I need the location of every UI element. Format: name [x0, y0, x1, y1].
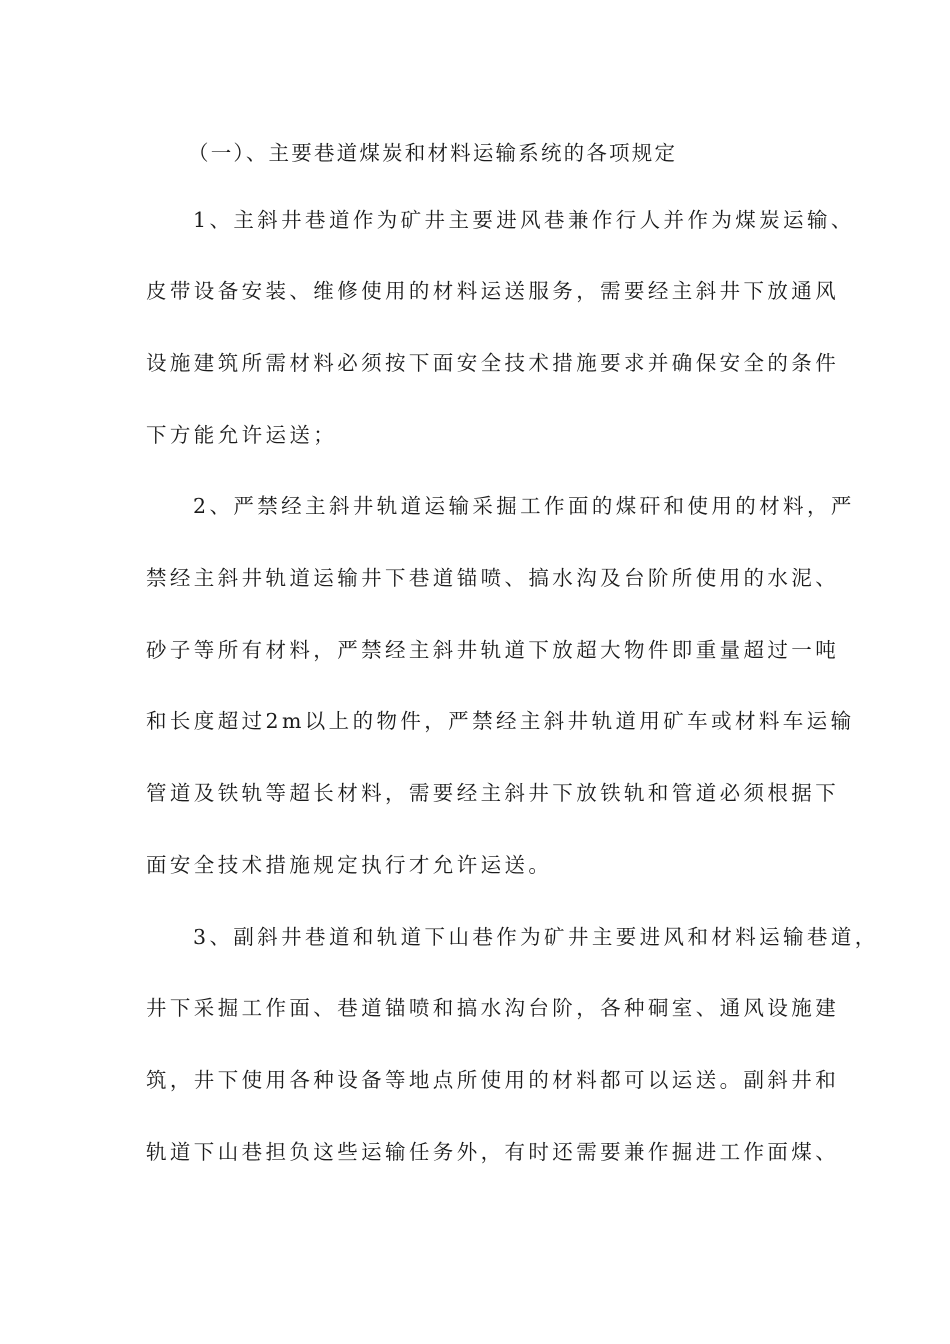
paragraph-line: 和长度超过2m以上的物件，严禁经主斜井轨道用矿车或材料车运输 [146, 709, 855, 733]
paragraph-line: 井下采掘工作面、巷道锚喷和搞水沟台阶，各种硐室、通风设施建 [146, 996, 840, 1020]
paragraph-line: 筑，井下使用各种设备等地点所使用的材料都可以运送。副斜井和 [146, 1068, 840, 1092]
paragraph-line: 2、严禁经主斜井轨道运输采掘工作面的煤矸和使用的材料，严 [193, 494, 855, 518]
paragraph-line: 管道及铁轨等超长材料，需要经主斜井下放铁轨和管道必须根据下 [146, 781, 840, 805]
paragraph-line: 砂子等所有材料，严禁经主斜井轨道下放超大物件即重量超过一吨 [146, 638, 840, 662]
paragraph-line: 1、主斜井巷道作为矿井主要进风巷兼作行人并作为煤炭运输、 [193, 208, 855, 232]
paragraph-line: 3、副斜井巷道和轨道下山巷作为矿井主要进风和材料运输巷道， [193, 925, 879, 949]
paragraph-line: 面安全技术措施规定执行才允许运送。 [146, 853, 553, 877]
paragraph-line: 轨道下山巷担负这些运输任务外，有时还需要兼作掘进工作面煤、 [146, 1140, 840, 1164]
paragraph-line: 设施建筑所需材料必须按下面安全技术措施要求并确保安全的条件 [146, 351, 840, 375]
paragraph-line: 禁经主斜井轨道运输井下巷道锚喷、搞水沟及台阶所使用的水泥、 [146, 566, 840, 590]
section-heading: （一）、主要巷道煤炭和材料运输系统的各项规定 [188, 141, 678, 165]
paragraph-line: 皮带设备安装、维修使用的材料运送服务，需要经主斜井下放通风 [146, 279, 840, 303]
paragraph-line: 下方能允许运送； [146, 423, 338, 447]
